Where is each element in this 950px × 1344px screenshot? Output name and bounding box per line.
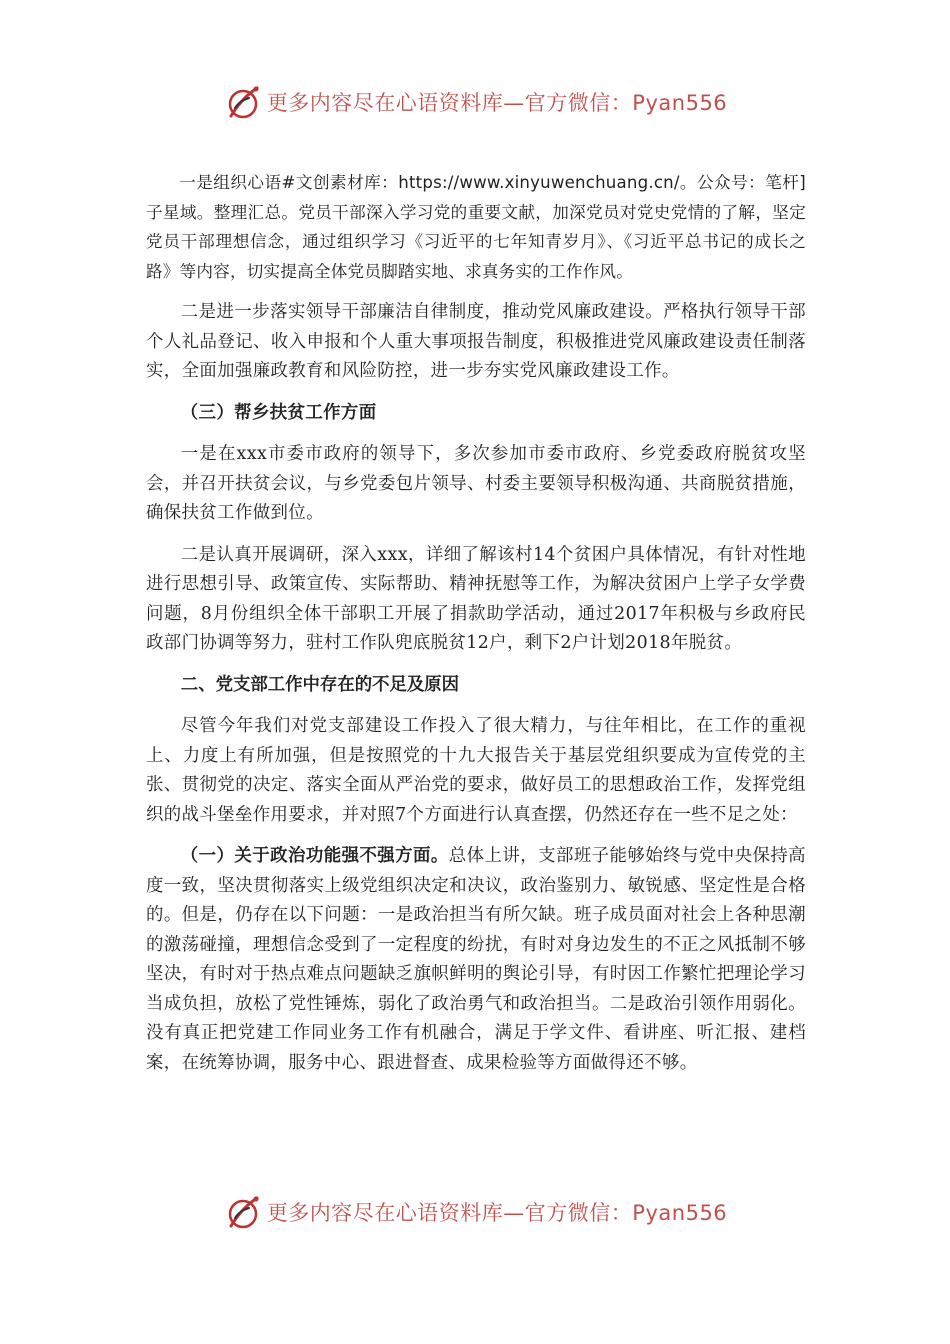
paragraph-shortcomings-intro: 尽管今年我们对党支部建设工作投入了很大精力，与往年相比，在工作的重视上、力度上有所加强，但是按照党的十九大报告关于基层党组织要成为宣传党的主张、贯彻党的决定、落实全面从严治党的要求，做好员工的思想政治工作，发挥党组织的战斗堡垒作用要求，并对照7个方面进行认真查摆，仍然还存在一些不足之处：	[146, 716, 806, 825]
brush-logo-icon	[223, 1192, 263, 1232]
footer-banner	[0, 1190, 950, 1234]
banner-text: 更多内容尽在心语资料库—官方微信：Pyan556	[266, 1201, 728, 1225]
section-heading-poverty: （三）帮乡扶贫工作方面	[180, 402, 377, 423]
section-heading-shortcomings: 二、党支部工作中存在的不足及原因	[180, 674, 460, 695]
header-banner	[0, 80, 950, 124]
paragraph-integrity: 二是进一步落实领导干部廉洁自律制度，推动党风廉政建设。严格执行领导干部个人礼品登记、收入申报和个人重大事项报告制度，积极推进党风廉政建设责任制落实，全面加强廉政教育和风险防控，进一步夯实党风廉政建设工作。	[146, 302, 806, 381]
paragraph-political-function	[146, 842, 806, 1078]
paragraph-poverty-research: 二是认真开展调研，深入xxx，详细了解该村14个贫困户具体情况，有针对性地进行思想引导、政策宣传、实际帮助、精神抚慰等工作，为解决贫困户上学子女学费问题，8月份组织全体干部职工开展了捐款助学活动，通过2017年积极与乡政府民政部门协调等努力，驻村工作队兜底脱贫12户，剩下2户计划2018年脱贫。	[146, 544, 806, 653]
paragraph-body: 总体上讲，支部班子能够始终与党中央保持高度一致，坚决贯彻落实上级党组织决定和决议，政治鉴别力、敏锐感、坚定性是合格的。但是，仍存在以下问题：一是政治担当有所欠缺。班子成员面对社会上各种思潮的激荡碰撞，理想信念受到了一定程度的纷扰，有时对身边发生的不正之风抵制不够坚决，有时对于热点难点问题缺乏旗帜鲜明的舆论引导，有时因工作繁忙把理论学习当成负担，放松了党性锤炼，弱化了政治勇气和政治担当。二是政治引领作用弱化。没有真正把党建工作同业务工作有机融合，满足于学文件、看讲座、听汇报、建档案，在统筹协调，服务中心、跟进督查、成果检验等方面做得还不够。	[146, 846, 806, 1073]
paragraph-lead: （一）关于政治功能强不强方面。	[180, 846, 449, 866]
paragraph-poverty-meetings: 一是在xxx市委市政府的领导下，多次参加市委市政府、乡党委政府脱贫攻坚会，并召开扶贫会议，与乡党委包片领导、村委主要领导积极沟通、共商脱贫措施，确保扶贫工作做到位。	[146, 444, 806, 523]
brush-logo-icon	[223, 82, 263, 122]
document-body	[146, 168, 806, 1090]
paragraph-study: 一是组织心语#文创素材库：https://www.xinyuwenchuang.cn/。公众号：笔杆]子星域。整理汇总。党员干部深入学习党的重要文献，加深党员对党史党情的了解，坚定党员干部理想信念，通过组织学习《习近平的七年知青岁月》、《习近平总书记的成长之路》等内容，切实提高全体党员脚踏实地、求真务实的工作作风。	[146, 173, 806, 281]
banner-text: 更多内容尽在心语资料库—官方微信：Pyan556	[266, 91, 728, 115]
